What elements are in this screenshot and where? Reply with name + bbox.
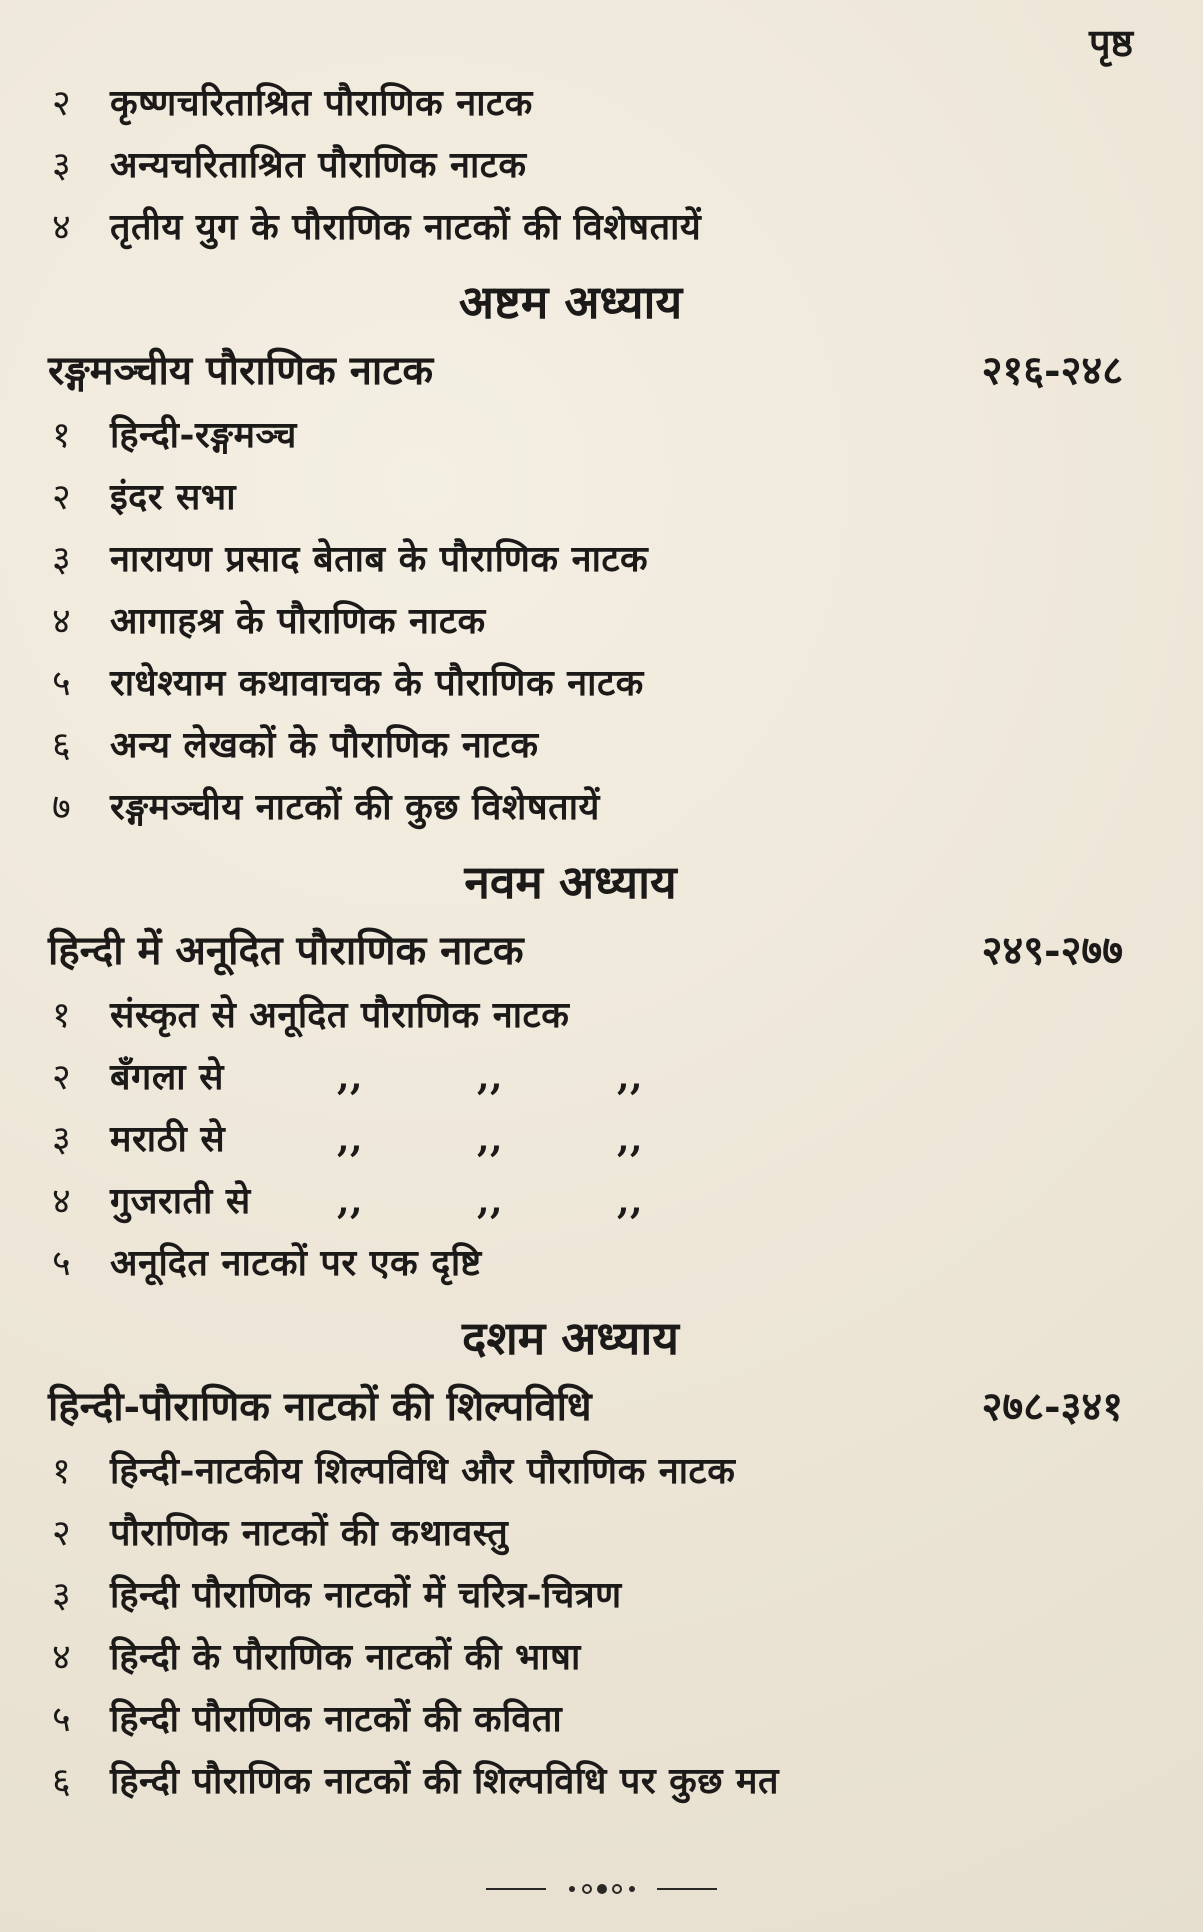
item-text: आगाहश्र के पौराणिक नाटक [110, 600, 486, 642]
ditto-mark: ,, [616, 1118, 644, 1160]
item-number: २ [52, 1513, 72, 1554]
item-text: इंदर सभा [110, 476, 237, 518]
item-number: ३ [52, 1119, 72, 1160]
item-number: ६ [52, 725, 72, 766]
item-text: तृतीय युग के पौराणिक नाटकों की विशेषतायें [110, 206, 702, 248]
item-number: ४ [52, 207, 72, 248]
item-text: हिन्दी पौराणिक नाटकों की कविता [110, 1698, 563, 1740]
item-number: ५ [52, 1243, 72, 1284]
chapter-title: हिन्दी-पौराणिक नाटकों की शिल्पविधि [48, 1383, 592, 1430]
item-text: हिन्दी-नाटकीय शिल्पविधि और पौराणिक नाटक [110, 1450, 736, 1492]
item-number: ४ [52, 1181, 72, 1222]
item-text: अन्यचरिताश्रित पौराणिक नाटक [110, 144, 527, 186]
flourish-icon [557, 1879, 647, 1899]
item-text: अन्य लेखकों के पौराणिक नाटक [110, 724, 539, 766]
item-number: ३ [52, 539, 72, 580]
item-number: २ [52, 477, 72, 518]
toc-item [48, 528, 1123, 590]
ornament-line-left [486, 1888, 546, 1890]
chapter-heading: अष्टम अध्याय [458, 275, 683, 329]
item-text: रङ्गमञ्चीय नाटकों की कुछ विशेषतायें [110, 786, 600, 828]
item-number: ३ [52, 145, 72, 186]
toc-item [48, 466, 1123, 528]
toc-item [48, 984, 1123, 1046]
ditto-mark: ,, [336, 1180, 364, 1222]
toc-item [48, 1170, 1123, 1232]
item-number: १ [52, 995, 72, 1036]
toc-item [48, 1688, 1123, 1750]
chapter-heading: दशम अध्याय [462, 1311, 679, 1365]
page-range: २४९-२७७ [981, 927, 1123, 974]
toc-item [48, 590, 1123, 652]
toc-item [48, 404, 1123, 466]
ditto-mark: ,, [476, 1056, 504, 1098]
item-text: मराठी से [110, 1118, 226, 1160]
item-number: १ [52, 415, 72, 456]
toc-item [48, 714, 1123, 776]
toc-item [48, 1108, 1123, 1170]
toc-item [48, 1750, 1123, 1812]
ditto-mark: ,, [616, 1056, 644, 1098]
item-number: ३ [52, 1575, 72, 1616]
item-number: २ [52, 1057, 72, 1098]
item-number: ७ [52, 787, 72, 828]
item-number: ५ [52, 663, 72, 704]
item-text: नारायण प्रसाद बेताब के पौराणिक नाटक [110, 538, 649, 580]
chapter-heading: नवम अध्याय [464, 855, 677, 909]
item-text: पौराणिक नाटकों की कथावस्तु [110, 1512, 509, 1554]
toc-item [48, 1440, 1123, 1502]
item-number: ५ [52, 1699, 72, 1740]
page-range: २७८-३४१ [981, 1383, 1123, 1430]
item-text: हिन्दी-रङ्गमञ्च [110, 414, 297, 456]
item-text: अनूदित नाटकों पर एक दृष्टि [110, 1242, 482, 1284]
page-range: २१६-२४८ [981, 347, 1123, 394]
toc-item [48, 1502, 1123, 1564]
item-text: गुजराती से [110, 1180, 251, 1222]
toc-item [48, 652, 1123, 714]
chapter-title-row [48, 1374, 1123, 1440]
item-text: कृष्णचरिताश्रित पौराणिक नाटक [110, 82, 533, 124]
item-text: हिन्दी पौराणिक नाटकों की शिल्पविधि पर कुछ मत [110, 1760, 780, 1802]
item-number: २ [52, 83, 72, 124]
toc-item [48, 72, 1123, 134]
toc-item [48, 1564, 1123, 1626]
chapter-title: हिन्दी में अनूदित पौराणिक नाटक [48, 927, 524, 974]
toc-item [48, 134, 1123, 196]
toc-item [48, 1046, 1123, 1108]
toc-item [48, 1232, 1123, 1294]
ornament-divider [0, 1870, 1203, 1903]
item-number: ४ [52, 601, 72, 642]
toc-item [48, 196, 1123, 258]
chapter-title-row [48, 338, 1123, 404]
ditto-mark: ,, [476, 1180, 504, 1222]
toc-item [48, 776, 1123, 838]
chapter-title: रङ्गमञ्चीय पौराणिक नाटक [48, 347, 434, 394]
ornament-line-right [657, 1888, 717, 1890]
item-text: संस्कृत से अनूदित पौराणिक नाटक [110, 994, 570, 1036]
item-number: १ [52, 1451, 72, 1492]
ditto-mark: ,, [476, 1118, 504, 1160]
ditto-mark: ,, [616, 1180, 644, 1222]
toc-item [48, 1626, 1123, 1688]
item-number: ४ [52, 1637, 72, 1678]
ditto-mark: ,, [336, 1056, 364, 1098]
chapter-title-row [48, 918, 1123, 984]
toc-content [48, 72, 1123, 1812]
page-column-label: पृष्ठ [1089, 20, 1133, 65]
item-text: राधेश्याम कथावाचक के पौराणिक नाटक [110, 662, 644, 704]
item-text: हिन्दी पौराणिक नाटकों में चरित्र-चित्रण [110, 1574, 622, 1616]
ditto-mark: ,, [336, 1118, 364, 1160]
item-text: बँगला से [110, 1056, 224, 1098]
item-text: हिन्दी के पौराणिक नाटकों की भाषा [110, 1636, 581, 1678]
item-number: ६ [52, 1761, 72, 1802]
